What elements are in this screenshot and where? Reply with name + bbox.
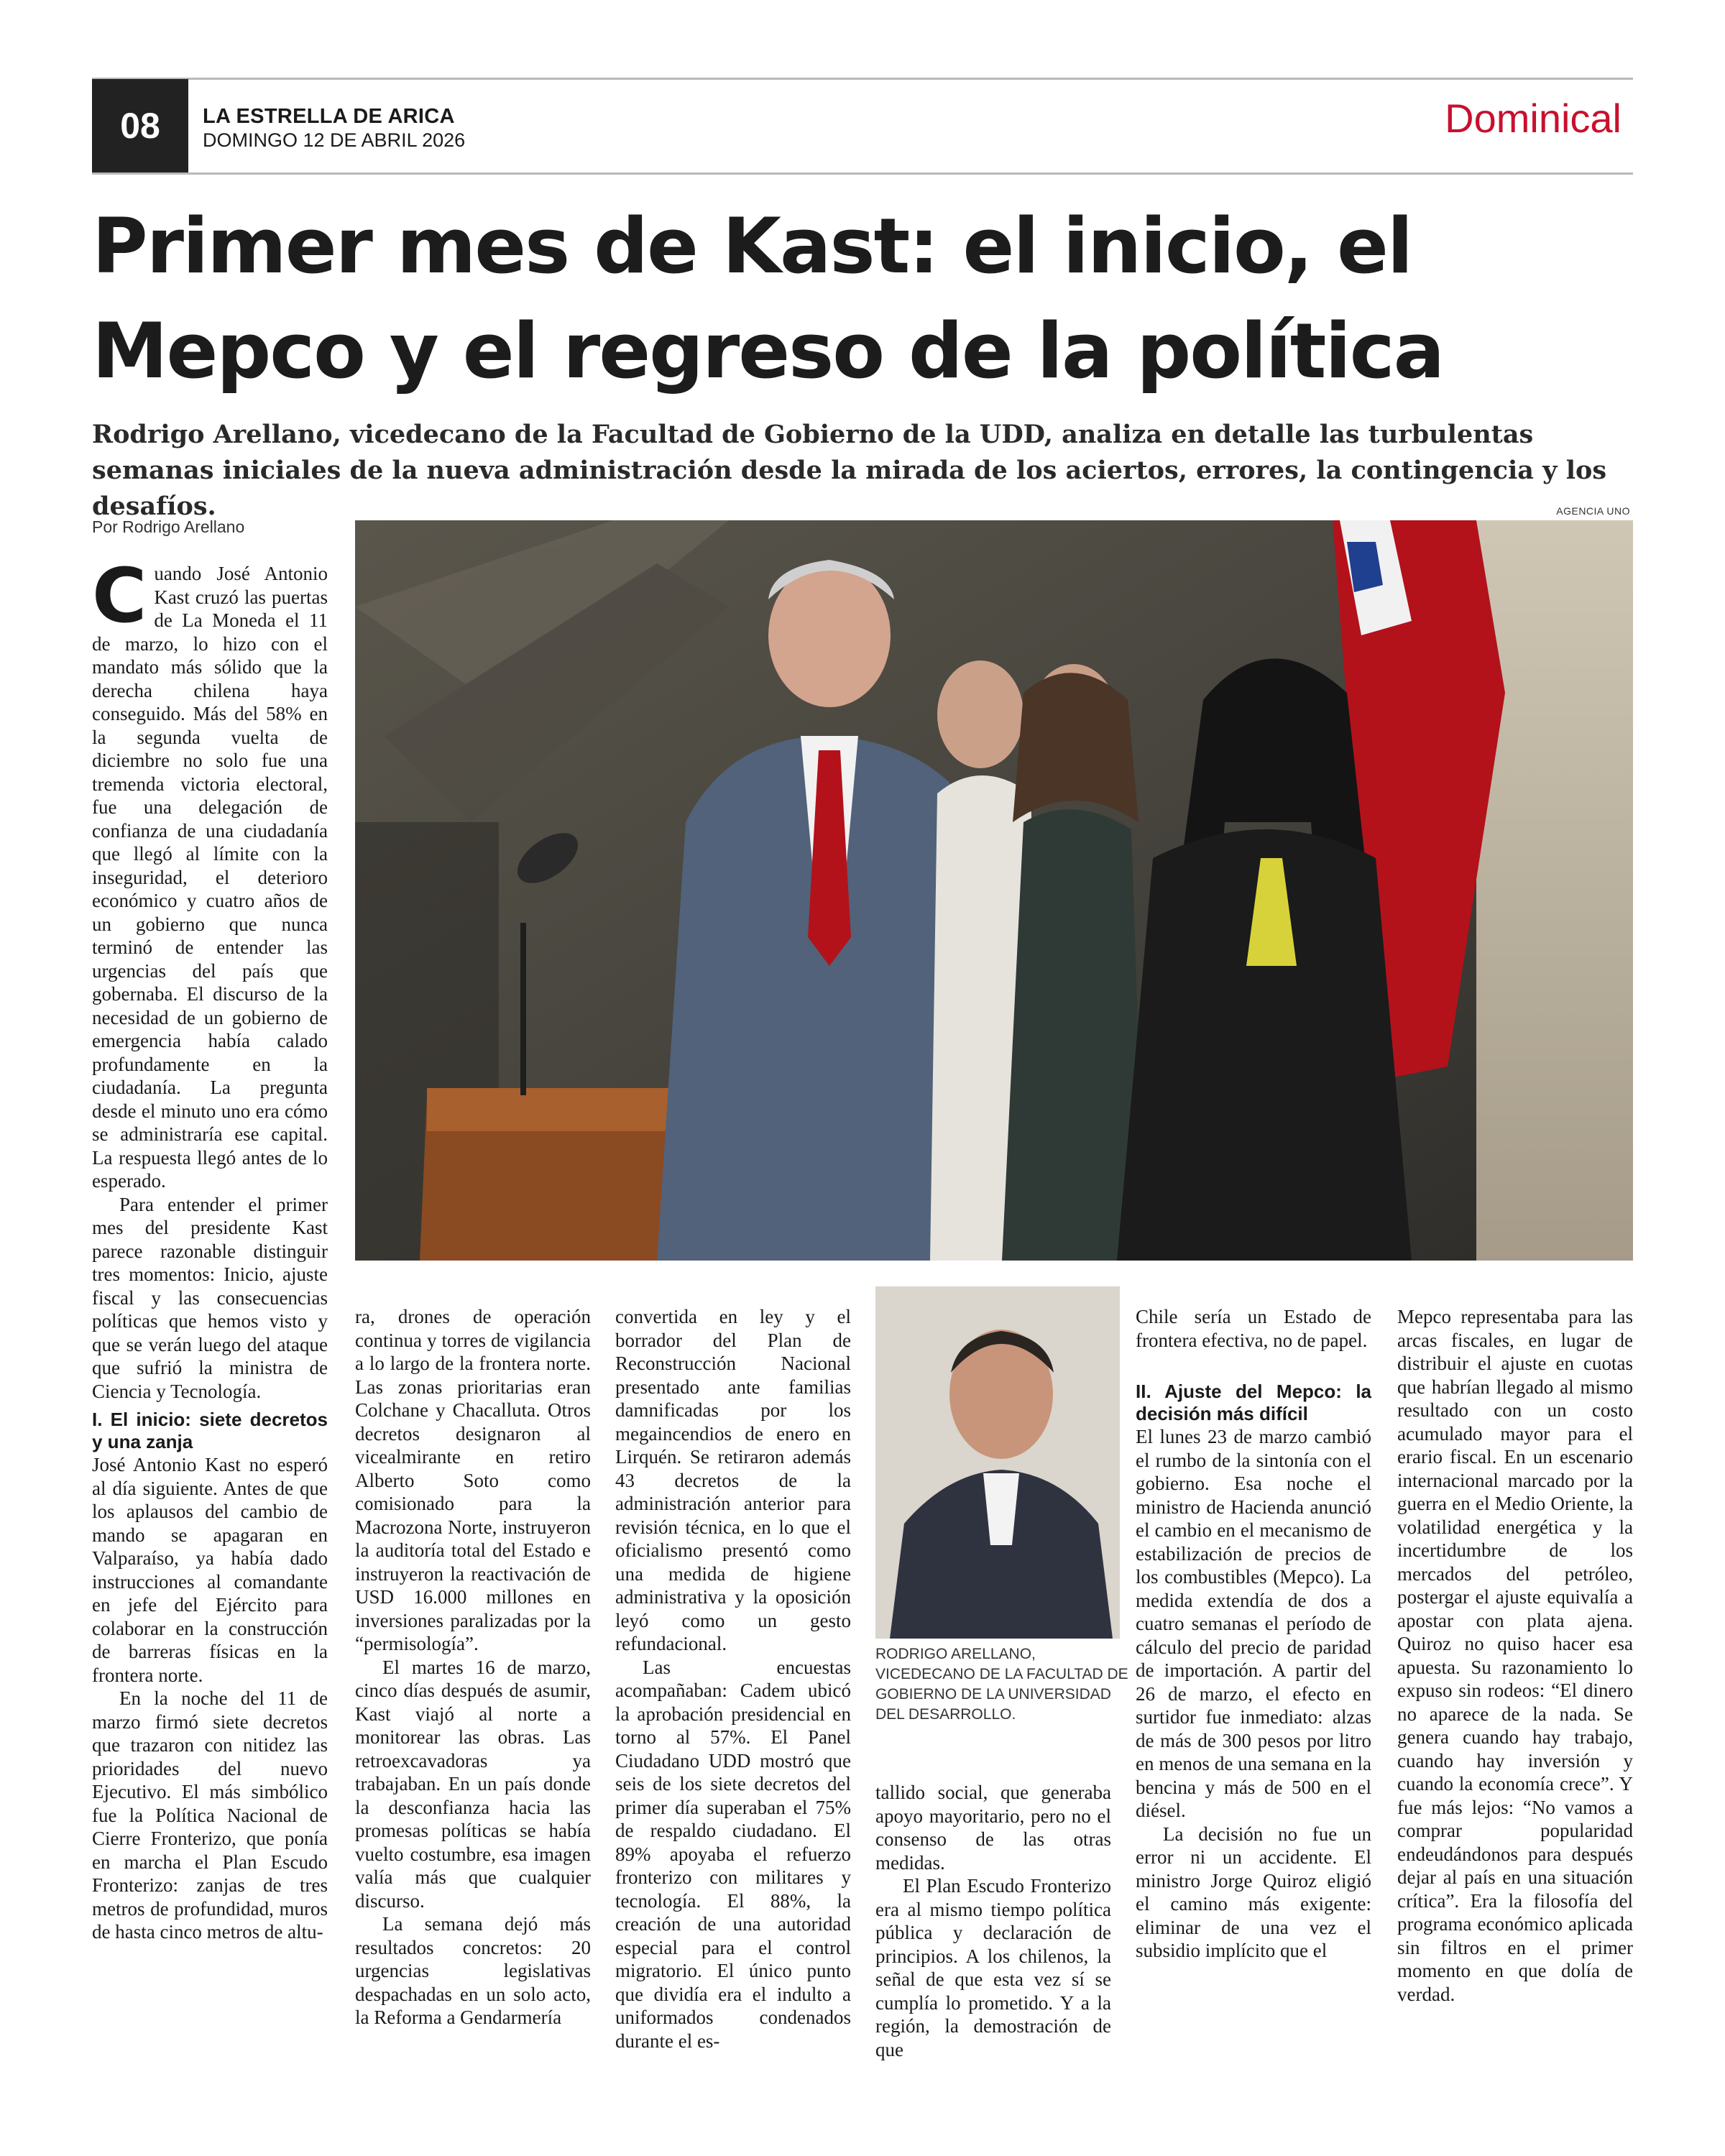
drop-cap: C <box>92 552 147 640</box>
paragraph: En la noche del 11 de marzo firmó siete decretos que trazaron con nitidez las prioridades del nuevo Ejecutivo. El más simbólico fue la Política Nacional de Cierre Fronterizo, que ponía en marcha el Plan Escudo Fronterizo: zanjas de tres metros de profundidad, muros de hasta cinco metros de altu- <box>92 1687 328 1943</box>
article-column-3 <box>615 1305 851 2053</box>
article-column-5 <box>1136 1305 1371 1963</box>
article-column-6 <box>1397 1305 1633 2006</box>
article-dek: Rodrigo Arellano, vicedecano de la Facultad de Gobierno de la UDD, analiza en detalle las turbulentas semanas iniciales de la nueva administración desde la mirada de los aciertos, errores, la contingencia y los desafíos. <box>92 420 1607 521</box>
paragraph: La semana dejó más resultados concretos: 20 urgencias legislativas despachadas en un solo acto, la Reforma a Gendarmería <box>355 1913 591 2028</box>
article-column-4 <box>875 1781 1111 2061</box>
header-top-rule <box>92 78 1633 80</box>
portrait-illustration <box>875 1286 1120 1639</box>
author-portrait <box>875 1286 1120 1639</box>
paragraph: Mepco representaba para las arcas fiscales, en lugar de distribuir el ajuste en cuotas que habrían llegado al mismo resultado con un costo acumulado mayor para el erario fiscal. En un escenario internacional marcado por la guerra en el Medio Oriente, la volatilidad energética y la incertidumbre de los mercados del petróleo, postergar el ajuste equivalía a apostar con plata ajena. Quiroz no quiso hacer esa apuesta. Su razonamiento lo expuso sin rodeos: “El dinero no aparece de la nada. Se genera cuando hay trabajo, cuando hay inversión y cuando la economía crece”. Y fue más lejos: “No vamos a comprar popularidad endeudándonos para después dejar al país en una situación crítica”. Era la filosofía del programa económico aplicada sin filtros en el primer momento en que dolía de verdad. <box>1397 1306 1633 2005</box>
paragraph: tallido social, que generaba apoyo mayoritario, pero no el consenso de las otras medidas. <box>875 1782 1111 1874</box>
publication-name: LA ESTRELLA DE ARICA <box>203 105 455 128</box>
paragraph: El lunes 23 de marzo cambió el rumbo de la sintonía con el gobierno. Esa noche el ministro de Hacienda anunció el cambio en el mecanismo de estabilización de precios de los combustibles (Mepco). La medida extendía de dos a cuatro semanas el período de cálculo del precio de paridad de importación. A partir del 26 de marzo, el efecto en surtidor fue inmediato: alzas de más de 300 pesos por litro en menos de una semana en la bencina y más de 500 en el diésel. <box>1136 1426 1371 1821</box>
paragraph: El martes 16 de marzo, cinco días después de asumir, Kast viajó al norte a monitorear las obras. Las retroexcavadoras ya trabajaban. En un país donde la desconfianza hacia las promesas políticas se había vuelto costumbre, esa imagen valía más que cualquier discurso. <box>355 1656 591 1912</box>
main-photo-illustration <box>355 520 1633 1261</box>
article-column-2 <box>355 1305 591 2030</box>
paragraph: Chile sería un Estado de frontera efectiva, no de papel. <box>1136 1306 1371 1351</box>
main-photo <box>355 520 1633 1261</box>
paragraph: La decisión no fue un error ni un accidente. El ministro Jorge Quiroz eligió el camino más exigente: eliminar de una vez el subsidio implícito que el <box>1136 1823 1371 1961</box>
subheading-mepco: II. Ajuste del Mepco: la decisión más difícil <box>1136 1381 1371 1424</box>
paragraph: Las encuestas acompañaban: Cadem ubicó la aprobación presidencial en torno al 57%. El Panel Ciudadano UDD mostró que seis de los siete decretos del primer día superaban el 75% de respaldo ciudadano. El 89% apoyaba el refuerzo fronterizo con militares y tecnología. El 88%, la creación de una autoridad especial para el control migratorio. El único punto que dividía era el indulto a uniformados condenados durante el es- <box>615 1656 851 2052</box>
paragraph: El Plan Escudo Fronterizo era al mismo tiempo política pública y declaración de principios. A los chilenos, la señal de que esta vez sí se cumplía lo prometido. Y a la región, la demostración de que <box>875 1875 1111 2060</box>
paragraph: Para entender el primer mes del presidente Kast parece razonable distinguir tres momentos: Inicio, ajuste fiscal y las consecuencias políticas que hemos visto y que se verán luego del ataque que sufrió la ministra de Ciencia y Tecnología. <box>92 1193 328 1402</box>
portrait-caption: RODRIGO ARELLANO, VICEDECANO DE LA FACULTAD DE GOBIERNO DE LA UNIVERSIDAD DEL DESARROLLO. <box>875 1646 1128 1723</box>
page-number: 08 <box>92 79 188 172</box>
header-bottom-rule <box>92 172 1633 175</box>
paragraph: convertida en ley y el borrador del Plan de Reconstrucción Nacional presentado ante familias damnificadas por los megaincendios de enero en Lirquén. Se retiraron además 43 decretos de la administración anterior para revisión técnica, en lo que el oficialismo presentó como una medida de higiene administrativa y la oposición leyó como un gesto refundacional. <box>615 1306 851 1654</box>
paragraph: ra, drones de operación continua y torres de vigilancia a lo largo de la frontera norte. Las zonas prioritarias eran Colchane y Chacalluta. Otros decretos designaron al vicealmirante en retiro Alberto Soto como comisionado para la Macrozona Norte, instruyeron la auditoría total del Estado e instruyeron la reactivación de USD 16.000 millones en inversiones paralizadas por la “permisología”. <box>355 1306 591 1654</box>
headline: Primer mes de Kast: el inicio, el Mepco y el regreso de la política <box>92 202 1444 395</box>
paragraph: José Antonio Kast no esperó al día siguiente. Antes de que los aplausos del cambio de mando se apagaran en Valparaíso, ya había dado instrucciones al comandante en jefe del Ejército para colaborar en la construcción de barreras físicas en la frontera norte. <box>92 1454 328 1686</box>
publication-date: DOMINGO 12 DE ABRIL 2026 <box>203 129 466 151</box>
photo-credit: AGENCIA UNO <box>1556 505 1630 517</box>
paragraph: uando José Antonio Kast cruzó las puertas de La Moneda el 11 de marzo, lo hizo con el mandato más sólido que la derecha chilena haya conseguido. Más del 58% en la segunda vuelta de diciembre no solo fue una tremenda victoria electoral, fue una delegación de confianza de una ciudadanía que llegó al límite con la inseguridad, el deterioro económico y cuatro años de un gobierno que nunca terminó de entender las urgencias del país que gobernaba. El discurso de la necesidad de un gobierno de emergencia había calado profundamente en la ciudadanía. La pregunta desde el minuto uno era cómo se administraría ese capital. La respuesta llegó antes de lo esperado. <box>92 563 328 1192</box>
subheading-inicio: I. El inicio: siete decretos y una zanja <box>92 1409 328 1452</box>
article-column-1 <box>92 552 328 1944</box>
section-label: Dominical <box>1445 96 1622 141</box>
byline: Por Rodrigo Arellano <box>92 517 245 536</box>
